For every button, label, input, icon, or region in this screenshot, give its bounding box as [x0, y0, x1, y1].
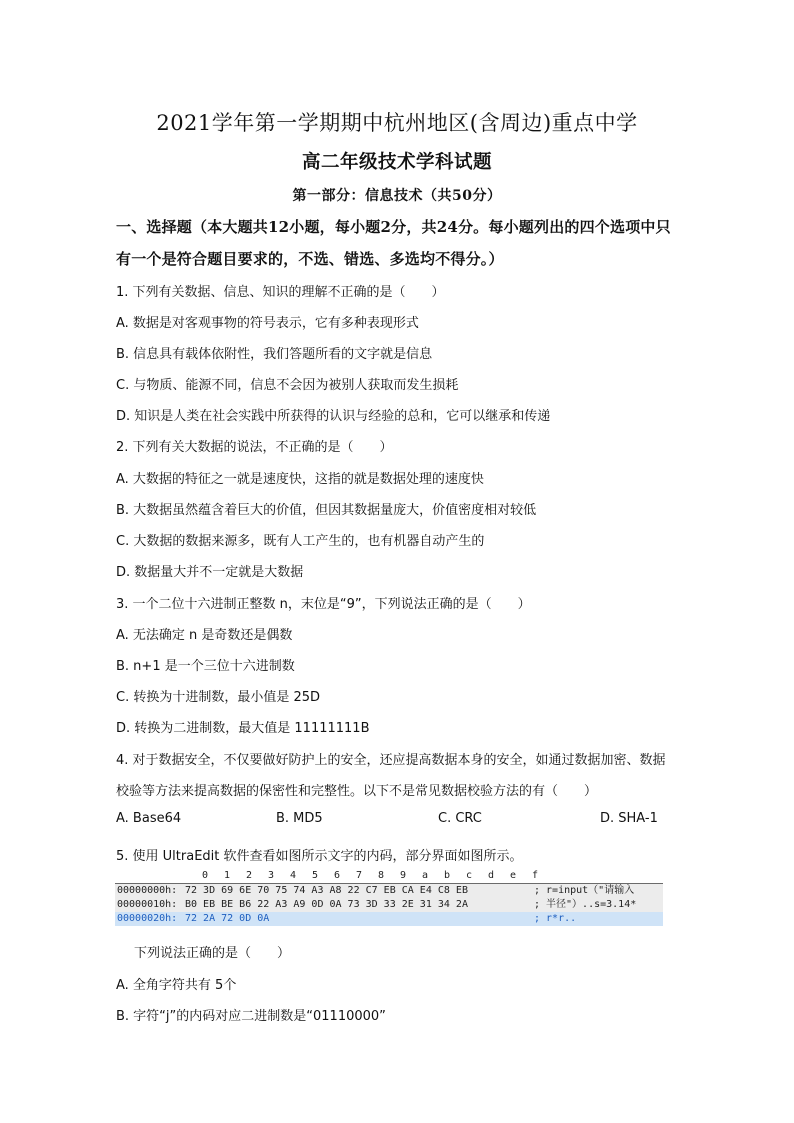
- hex-col-0: 0: [202, 870, 209, 881]
- hex-row-1[interactable]: [115, 898, 663, 912]
- hex-row-2-offset: 00000020h:: [117, 913, 178, 924]
- hex-col-2: 2: [246, 870, 253, 881]
- question-3-option-d: D. 转换为二进制数，最大值是 11111111B: [116, 721, 370, 736]
- question-3-stem: 3. 一个二位十六进制正整数 n，末位是“9”，下列说法正确的是（ ）: [116, 597, 531, 612]
- hex-row-0-text: ; r=input（"请输入: [534, 885, 635, 896]
- hex-col-f: f: [532, 870, 539, 881]
- question-5-option-b: B. 字符“j”的内码对应二进制数是“01110000”: [116, 1009, 386, 1024]
- question-4-option-a: A. Base64: [116, 811, 182, 826]
- hex-col-6: 6: [334, 870, 341, 881]
- question-2-option-c: C. 大数据的数据来源多，既有人工产生的，也有机器自动产生的: [116, 534, 485, 549]
- section-instructions-line2: 有一个是符合题目要求的，不选、错选、多选均不得分。）: [116, 250, 504, 268]
- hex-col-c: c: [466, 870, 473, 881]
- hex-row-0-offset: 00000000h:: [117, 885, 178, 896]
- hex-col-b: b: [444, 870, 451, 881]
- question-3-option-a: A. 无法确定 n 是奇数还是偶数: [116, 628, 293, 643]
- question-4-options: [116, 811, 676, 829]
- question-3-option-b: B. n+1 是一个三位十六进制数: [116, 659, 295, 674]
- question-1-option-d: D. 知识是人类在社会实践中所获得的认识与经验的总和，它可以继承和传递: [116, 409, 551, 424]
- question-4-option-c: C. CRC: [438, 811, 482, 826]
- question-3-option-c: C. 转换为十进制数，最小值是 25D: [116, 690, 321, 705]
- question-4-option-b: B. MD5: [276, 811, 323, 826]
- section-instructions-line1: 一、选择题（本大题共12小题，每小题2分，共24分。每小题列出的四个选项中只: [116, 218, 671, 236]
- hex-col-7: 7: [356, 870, 363, 881]
- hex-row-1-offset: 00000010h:: [117, 899, 178, 910]
- hex-col-4: 4: [290, 870, 297, 881]
- question-2-stem: 2. 下列有关大数据的说法，不正确的是（ ）: [116, 440, 393, 455]
- question-4-stem-line2: 校验等方法来提高数据的保密性和完整性。以下不是常见数据校验方法的有（ ）: [116, 784, 598, 799]
- question-1-option-c: C. 与物质、能源不同，信息不会因为被别人获取而发生损耗: [116, 378, 459, 393]
- hex-col-3: 3: [268, 870, 275, 881]
- hex-row-2[interactable]: [115, 912, 663, 926]
- hex-row-1-text: ; 半径"）..s=3.14*: [534, 899, 637, 910]
- exam-subtitle: 高二年级技术学科试题: [301, 152, 492, 173]
- hex-col-e: e: [510, 870, 517, 881]
- question-5-stem: 5. 使用 UltraEdit 软件查看如图所示文字的内码，部分界面如图所示。: [116, 849, 523, 864]
- hex-col-1: 1: [224, 870, 231, 881]
- question-5-prompt: 下列说法正确的是（ ）: [134, 946, 291, 961]
- question-5-option-a: A. 全角字符共有 5个: [116, 978, 237, 993]
- hex-row-0[interactable]: [115, 884, 663, 898]
- part-heading: 第一部分：信息技术（共50分）: [292, 188, 502, 204]
- hex-col-a: a: [422, 870, 429, 881]
- hex-row-2-bytes: 72 2A 72 0D 0A: [185, 913, 270, 924]
- hex-col-8: 8: [378, 870, 385, 881]
- question-2-option-d: D. 数据量大并不一定就是大数据: [116, 565, 304, 580]
- question-2-option-a: A. 大数据的特征之一就是速度快，这指的就是数据处理的速度快: [116, 472, 484, 487]
- question-1-stem: 1. 下列有关数据、信息、知识的理解不正确的是（ ）: [116, 285, 445, 300]
- hex-editor-screenshot: [115, 871, 663, 927]
- question-1-option-a: A. 数据是对客观事物的符号表示，它有多种表现形式: [116, 316, 419, 331]
- hex-col-d: d: [488, 870, 495, 881]
- hex-column-header: [115, 871, 663, 882]
- hex-row-1-bytes: B0 EB BE B6 22 A3 A9 0D 0A 73 3D 33 2E 31 34 2A: [185, 899, 468, 910]
- question-4-stem-line1: 4. 对于数据安全，不仅要做好防护上的安全，还应提高数据本身的安全，如通过数据加密、数据: [116, 753, 666, 768]
- question-1-option-b: B. 信息具有载体依附性，我们答题所看的文字就是信息: [116, 347, 433, 362]
- hex-row-2-text: ; r*r..: [534, 913, 577, 924]
- hex-col-5: 5: [312, 870, 319, 881]
- hex-col-9: 9: [400, 870, 407, 881]
- hex-row-0-bytes: 72 3D 69 6E 70 75 74 A3 A8 22 C7 EB CA E4 C8 EB: [185, 885, 468, 896]
- question-2-option-b: B. 大数据虽然蕴含着巨大的价值，但因其数据量庞大，价值密度相对较低: [116, 503, 537, 518]
- exam-title: 2021学年第一学期期中杭州地区(含周边)重点中学: [156, 111, 638, 135]
- question-4-option-d: D. SHA-1: [600, 811, 658, 826]
